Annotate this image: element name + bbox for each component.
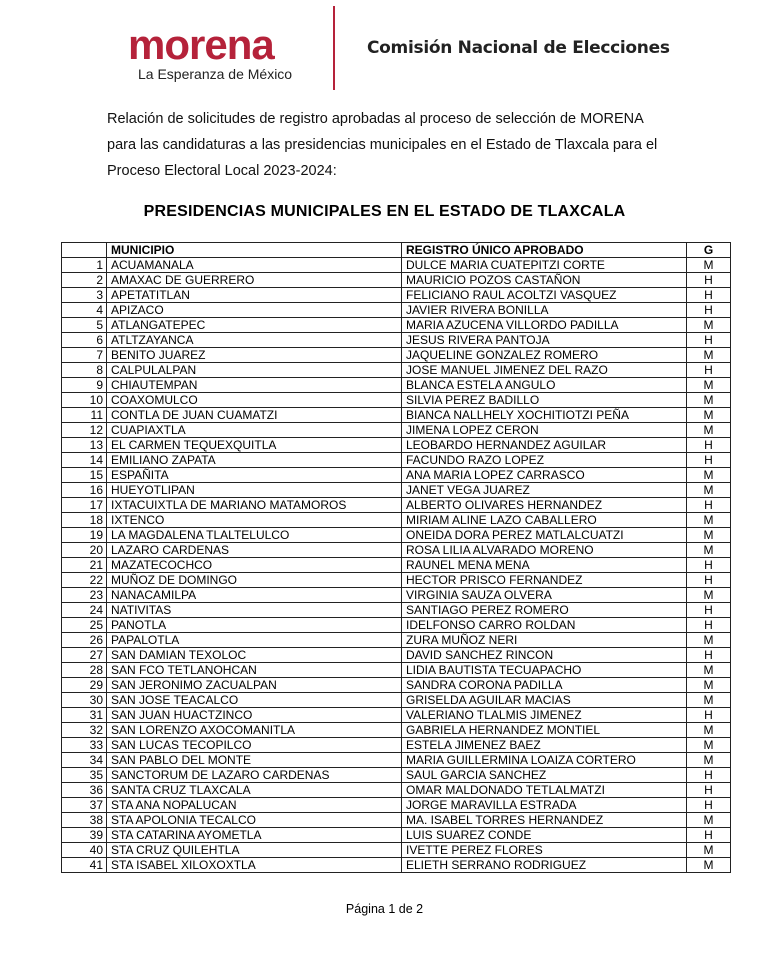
row-number: 34	[62, 753, 107, 768]
row-number: 14	[62, 453, 107, 468]
candidate-cell: LIDIA BAUTISTA TECUAPACHO	[402, 663, 687, 678]
row-number: 25	[62, 618, 107, 633]
table-row	[62, 813, 731, 828]
candidate-cell: MIRIAM ALINE LAZO CABALLERO	[402, 513, 687, 528]
candidate-cell: GABRIELA HERNANDEZ MONTIEL	[402, 723, 687, 738]
table-row	[62, 603, 731, 618]
gender-cell: H	[687, 648, 731, 663]
row-number: 19	[62, 528, 107, 543]
row-number: 5	[62, 318, 107, 333]
municipio-cell: HUEYOTLIPAN	[107, 483, 402, 498]
table-row	[62, 828, 731, 843]
logo-tagline: La Esperanza de México	[138, 66, 293, 82]
row-number: 9	[62, 378, 107, 393]
table-row	[62, 408, 731, 423]
municipio-cell: PANOTLA	[107, 618, 402, 633]
municipio-cell: NATIVITAS	[107, 603, 402, 618]
candidate-cell: ELIETH SERRANO RODRIGUEZ	[402, 858, 687, 873]
municipio-cell: SANTA CRUZ TLAXCALA	[107, 783, 402, 798]
gender-cell: M	[687, 588, 731, 603]
candidate-cell: JANET VEGA JUAREZ	[402, 483, 687, 498]
candidate-cell: JESUS RIVERA PANTOJA	[402, 333, 687, 348]
municipio-cell: SAN DAMIAN TEXOLOC	[107, 648, 402, 663]
municipio-cell: CUAPIAXTLA	[107, 423, 402, 438]
gender-cell: H	[687, 783, 731, 798]
candidate-cell: BLANCA ESTELA ANGULO	[402, 378, 687, 393]
gender-cell: M	[687, 258, 731, 273]
table-row	[62, 648, 731, 663]
morena-logo	[128, 21, 318, 82]
row-number: 30	[62, 693, 107, 708]
candidate-cell: JOSE MANUEL JIMENEZ DEL RAZO	[402, 363, 687, 378]
municipio-cell: STA ISABEL XILOXOXTLA	[107, 858, 402, 873]
municipio-cell: STA ANA NOPALUCAN	[107, 798, 402, 813]
gender-cell: H	[687, 603, 731, 618]
table-row	[62, 738, 731, 753]
municipio-cell: APETATITLAN	[107, 288, 402, 303]
municipio-cell: COAXOMULCO	[107, 393, 402, 408]
table-row	[62, 783, 731, 798]
municipio-cell: SAN LUCAS TECOPILCO	[107, 738, 402, 753]
column-header-registro: REGISTRO ÚNICO APROBADO	[402, 243, 687, 258]
gender-cell: H	[687, 798, 731, 813]
gender-cell: H	[687, 768, 731, 783]
candidate-cell: JAVIER RIVERA BONILLA	[402, 303, 687, 318]
municipio-cell: STA APOLONIA TECALCO	[107, 813, 402, 828]
row-number: 20	[62, 543, 107, 558]
gender-cell: M	[687, 393, 731, 408]
row-number: 26	[62, 633, 107, 648]
municipio-cell: LAZARO CARDENAS	[107, 543, 402, 558]
candidate-cell: FELICIANO RAUL ACOLTZI VASQUEZ	[402, 288, 687, 303]
row-number: 40	[62, 843, 107, 858]
candidate-cell: MARIA GUILLERMINA LOAIZA CORTERO	[402, 753, 687, 768]
gender-cell: H	[687, 438, 731, 453]
municipio-cell: CALPULALPAN	[107, 363, 402, 378]
table-row	[62, 258, 731, 273]
candidate-cell: SILVIA PEREZ BADILLO	[402, 393, 687, 408]
candidate-cell: FACUNDO RAZO LOPEZ	[402, 453, 687, 468]
gender-cell: H	[687, 333, 731, 348]
gender-cell: H	[687, 498, 731, 513]
municipio-cell: BENITO JUAREZ	[107, 348, 402, 363]
table-row	[62, 513, 731, 528]
gender-cell: H	[687, 288, 731, 303]
gender-cell: M	[687, 678, 731, 693]
candidate-cell: JORGE MARAVILLA ESTRADA	[402, 798, 687, 813]
municipio-cell: ATLANGATEPEC	[107, 318, 402, 333]
candidate-cell: MA. ISABEL TORRES HERNANDEZ	[402, 813, 687, 828]
municipio-cell: AMAXAC DE GUERRERO	[107, 273, 402, 288]
gender-cell: M	[687, 858, 731, 873]
row-number: 17	[62, 498, 107, 513]
candidate-cell: BIANCA NALLHELY XOCHITIOTZI PEÑA	[402, 408, 687, 423]
table-row	[62, 753, 731, 768]
candidate-cell: RAUNEL MENA MENA	[402, 558, 687, 573]
municipio-cell: ATLTZAYANCA	[107, 333, 402, 348]
row-number: 28	[62, 663, 107, 678]
row-number: 22	[62, 573, 107, 588]
candidate-cell: SANDRA CORONA PADILLA	[402, 678, 687, 693]
municipio-cell: SAN JOSE TEACALCO	[107, 693, 402, 708]
table-row	[62, 588, 731, 603]
table-row	[62, 393, 731, 408]
candidate-cell: ESTELA JIMENEZ BAEZ	[402, 738, 687, 753]
municipio-cell: APIZACO	[107, 303, 402, 318]
candidate-cell: OMAR MALDONADO TETLALMATZI	[402, 783, 687, 798]
candidate-cell: ALBERTO OLIVARES HERNANDEZ	[402, 498, 687, 513]
candidate-cell: LEOBARDO HERNANDEZ AGUILAR	[402, 438, 687, 453]
column-header-municipio: MUNICIPIO	[107, 243, 402, 258]
gender-cell: M	[687, 408, 731, 423]
gender-cell: H	[687, 363, 731, 378]
row-number: 38	[62, 813, 107, 828]
row-number: 29	[62, 678, 107, 693]
gender-cell: H	[687, 573, 731, 588]
gender-cell: M	[687, 693, 731, 708]
row-number: 16	[62, 483, 107, 498]
candidate-cell: MAURICIO POZOS CASTAÑON	[402, 273, 687, 288]
table-row	[62, 663, 731, 678]
column-header-genero: G	[687, 243, 731, 258]
table-row	[62, 273, 731, 288]
row-number: 31	[62, 708, 107, 723]
candidate-cell: IVETTE PEREZ FLORES	[402, 843, 687, 858]
gender-cell: M	[687, 348, 731, 363]
municipio-cell: IXTACUIXTLA DE MARIANO MATAMOROS	[107, 498, 402, 513]
table-row	[62, 558, 731, 573]
table-row	[62, 303, 731, 318]
candidate-cell: IDELFONSO CARRO ROLDAN	[402, 618, 687, 633]
row-number: 24	[62, 603, 107, 618]
gender-cell: M	[687, 753, 731, 768]
logo-wordmark: morena	[128, 21, 274, 68]
table-row	[62, 423, 731, 438]
table-row	[62, 843, 731, 858]
municipio-cell: STA CATARINA AYOMETLA	[107, 828, 402, 843]
table-row	[62, 858, 731, 873]
table-row	[62, 708, 731, 723]
gender-cell: H	[687, 618, 731, 633]
table-row	[62, 483, 731, 498]
table-row	[62, 768, 731, 783]
row-number: 33	[62, 738, 107, 753]
candidate-cell: DAVID SANCHEZ RINCON	[402, 648, 687, 663]
gender-cell: M	[687, 663, 731, 678]
organization-name: Comisión Nacional de Elecciones	[367, 38, 670, 58]
municipio-cell: MUÑOZ DE DOMINGO	[107, 573, 402, 588]
table-row	[62, 468, 731, 483]
gender-cell: H	[687, 453, 731, 468]
table-row	[62, 528, 731, 543]
page-number: Página 1 de 2	[345, 902, 424, 916]
row-number: 35	[62, 768, 107, 783]
candidate-cell: JAQUELINE GONZALEZ ROMERO	[402, 348, 687, 363]
candidate-cell: VIRGINIA SAUZA OLVERA	[402, 588, 687, 603]
municipio-cell: ESPAÑITA	[107, 468, 402, 483]
gender-cell: H	[687, 273, 731, 288]
gender-cell: M	[687, 843, 731, 858]
row-number: 3	[62, 288, 107, 303]
row-number: 27	[62, 648, 107, 663]
row-number: 39	[62, 828, 107, 843]
row-number: 13	[62, 438, 107, 453]
gender-cell: H	[687, 708, 731, 723]
municipio-cell: MAZATECOCHCO	[107, 558, 402, 573]
table-row	[62, 633, 731, 648]
table-row	[62, 693, 731, 708]
row-number: 18	[62, 513, 107, 528]
table-header-row	[62, 243, 731, 258]
gender-cell: H	[687, 828, 731, 843]
row-number: 32	[62, 723, 107, 738]
municipio-cell: EL CARMEN TEQUEXQUITLA	[107, 438, 402, 453]
row-number: 23	[62, 588, 107, 603]
gender-cell: M	[687, 468, 731, 483]
table-row	[62, 378, 731, 393]
header-divider	[333, 6, 335, 90]
candidates-table	[61, 242, 731, 873]
table-row	[62, 438, 731, 453]
table-row	[62, 318, 731, 333]
municipio-cell: SAN LORENZO AXOCOMANITLA	[107, 723, 402, 738]
municipio-cell: SANCTORUM DE LAZARO CARDENAS	[107, 768, 402, 783]
candidate-cell: ZURA MUÑOZ NERI	[402, 633, 687, 648]
municipio-cell: EMILIANO ZAPATA	[107, 453, 402, 468]
municipio-cell: LA MAGDALENA TLALTELULCO	[107, 528, 402, 543]
table-row	[62, 678, 731, 693]
row-number: 21	[62, 558, 107, 573]
table-row	[62, 798, 731, 813]
candidate-cell: MARIA AZUCENA VILLORDO PADILLA	[402, 318, 687, 333]
gender-cell: M	[687, 513, 731, 528]
gender-cell: M	[687, 318, 731, 333]
municipio-cell: CONTLA DE JUAN CUAMATZI	[107, 408, 402, 423]
row-number: 1	[62, 258, 107, 273]
table-row	[62, 348, 731, 363]
gender-cell: H	[687, 558, 731, 573]
municipio-cell: PAPALOTLA	[107, 633, 402, 648]
row-number: 8	[62, 363, 107, 378]
table-row	[62, 573, 731, 588]
municipio-cell: IXTENCO	[107, 513, 402, 528]
row-number: 4	[62, 303, 107, 318]
candidate-cell: GRISELDA AGUILAR MACIAS	[402, 693, 687, 708]
row-number: 36	[62, 783, 107, 798]
candidate-cell: ANA MARIA LOPEZ CARRASCO	[402, 468, 687, 483]
row-number: 12	[62, 423, 107, 438]
candidate-cell: HECTOR PRISCO FERNANDEZ	[402, 573, 687, 588]
candidate-cell: JIMENA LOPEZ CERON	[402, 423, 687, 438]
gender-cell: M	[687, 723, 731, 738]
municipio-cell: NANACAMILPA	[107, 588, 402, 603]
table-row	[62, 453, 731, 468]
candidate-cell: SAUL GARCIA SANCHEZ	[402, 768, 687, 783]
table-title: PRESIDENCIAS MUNICIPALES EN EL ESTADO DE TLAXCALA	[143, 203, 626, 220]
table-row	[62, 333, 731, 348]
table-row	[62, 618, 731, 633]
candidate-cell: VALERIANO TLALMIS JIMENEZ	[402, 708, 687, 723]
municipio-cell: ACUAMANALA	[107, 258, 402, 273]
table-row	[62, 543, 731, 558]
row-number: 37	[62, 798, 107, 813]
gender-cell: M	[687, 378, 731, 393]
row-number: 41	[62, 858, 107, 873]
gender-cell: H	[687, 303, 731, 318]
gender-cell: M	[687, 543, 731, 558]
candidate-cell: SANTIAGO PEREZ ROMERO	[402, 603, 687, 618]
row-number: 10	[62, 393, 107, 408]
table-row	[62, 363, 731, 378]
column-header-number	[62, 243, 107, 258]
row-number: 6	[62, 333, 107, 348]
intro-paragraph: Relación de solicitudes de registro aprobadas al proceso de selección de MORENA para las candidaturas a las presidencias municipales en el Estado de Tlaxcala para el Proceso Electoral Local 2023-2024:	[107, 111, 658, 179]
row-number: 11	[62, 408, 107, 423]
row-number: 2	[62, 273, 107, 288]
municipio-cell: STA CRUZ QUILEHTLA	[107, 843, 402, 858]
municipio-cell: SAN PABLO DEL MONTE	[107, 753, 402, 768]
gender-cell: M	[687, 528, 731, 543]
candidate-cell: ONEIDA DORA PEREZ MATLALCUATZI	[402, 528, 687, 543]
row-number: 7	[62, 348, 107, 363]
candidate-cell: ROSA LILIA ALVARADO MORENO	[402, 543, 687, 558]
municipio-cell: SAN JUAN HUACTZINCO	[107, 708, 402, 723]
municipio-cell: CHIAUTEMPAN	[107, 378, 402, 393]
municipio-cell: SAN FCO TETLANOHCAN	[107, 663, 402, 678]
table-row	[62, 498, 731, 513]
gender-cell: M	[687, 738, 731, 753]
row-number: 15	[62, 468, 107, 483]
candidate-cell: LUIS SUAREZ CONDE	[402, 828, 687, 843]
table-row	[62, 723, 731, 738]
gender-cell: M	[687, 633, 731, 648]
candidate-cell: DULCE MARIA CUATEPITZI CORTE	[402, 258, 687, 273]
gender-cell: M	[687, 483, 731, 498]
gender-cell: M	[687, 813, 731, 828]
gender-cell: M	[687, 423, 731, 438]
municipio-cell: SAN JERONIMO ZACUALPAN	[107, 678, 402, 693]
table-row	[62, 288, 731, 303]
